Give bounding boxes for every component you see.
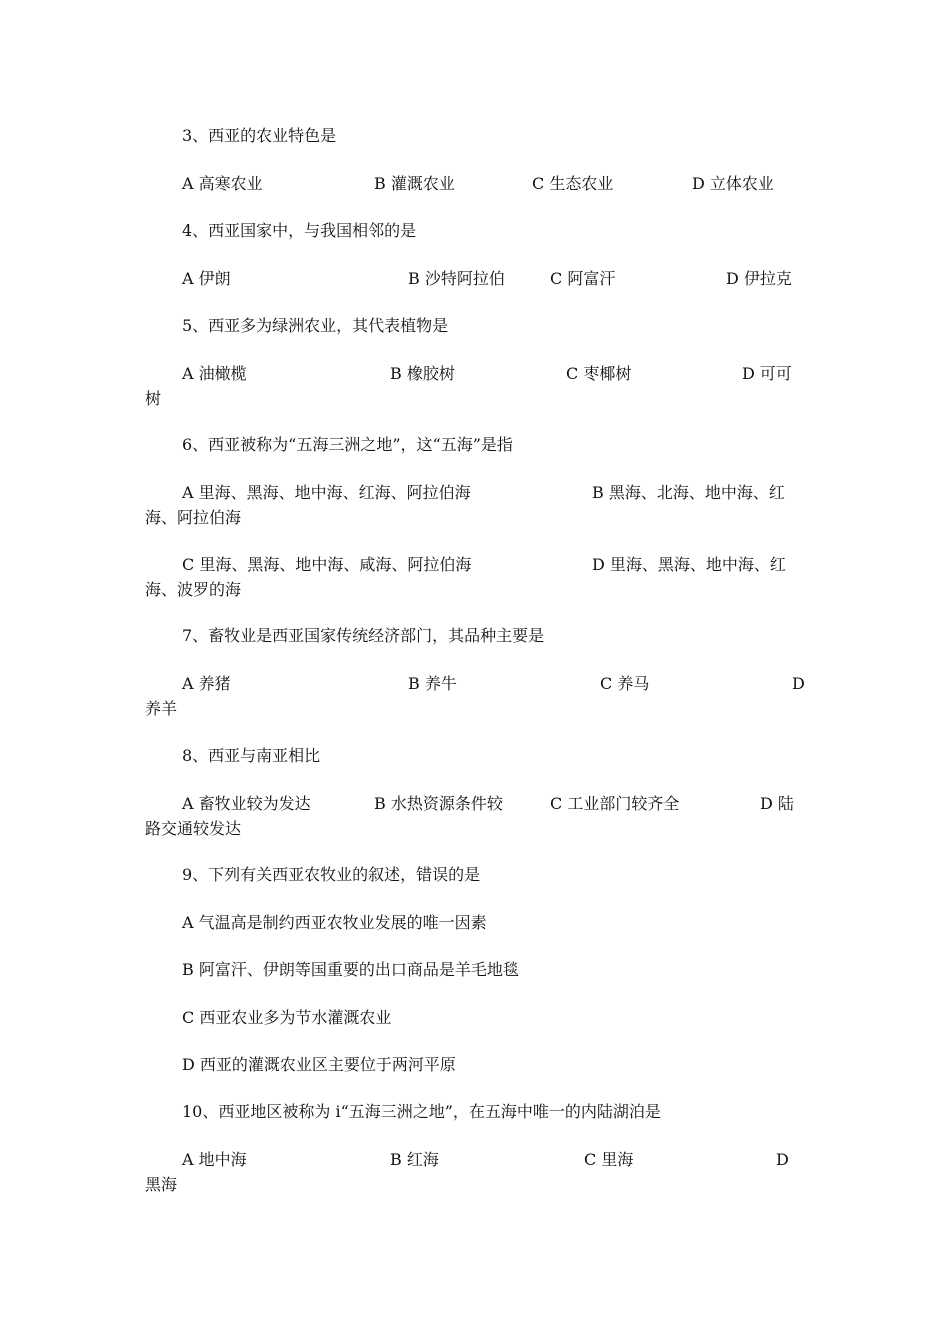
question-7-stem: 7、畜牧业是西亚国家传统经济部门，其品种主要是 bbox=[182, 626, 545, 645]
question-5-option-wrap: 树 bbox=[145, 389, 162, 408]
question-10-option-c: C 里海 bbox=[584, 1150, 634, 1169]
question-5-option-b: B 橡胶树 bbox=[390, 364, 455, 383]
question-9-option-a: A 气温高是制约西亚农牧业发展的唯一因素 bbox=[182, 913, 487, 932]
question-6-option-b-wrap: 海、阿拉伯海 bbox=[145, 508, 242, 527]
question-6-option-c: C 里海、黑海、地中海、咸海、阿拉伯海 bbox=[182, 555, 472, 574]
question-9-option-d: D 西亚的灌溉农业区主要位于两河平原 bbox=[182, 1055, 456, 1074]
question-9-option-b: B 阿富汗、伊朗等国重要的出口商品是羊毛地毯 bbox=[182, 960, 519, 979]
question-3-stem: 3、西亚的农业特色是 bbox=[182, 126, 337, 145]
question-5-option-a: A 油橄榄 bbox=[182, 364, 247, 383]
question-10-stem: 10、西亚地区被称为 i“五海三洲之地”，在五海中唯一的内陆湖泊是 bbox=[182, 1102, 661, 1121]
question-8-option-a: A 畜牧业较为发达 bbox=[182, 794, 311, 813]
question-10-option-b: B 红海 bbox=[390, 1150, 439, 1169]
question-6-option-d: D 里海、黑海、地中海、红 bbox=[592, 555, 786, 574]
question-8-option-wrap: 路交通较发达 bbox=[145, 819, 242, 838]
question-8-option-b: B 水热资源条件较 bbox=[374, 794, 503, 813]
question-7-option-a: A 养猪 bbox=[182, 674, 231, 693]
question-6-stem: 6、西亚被称为“五海三洲之地”，这“五海”是指 bbox=[182, 435, 513, 454]
question-4-option-d: D 伊拉克 bbox=[726, 269, 792, 288]
question-10-option-a: A 地中海 bbox=[182, 1150, 247, 1169]
question-7-option-d: D bbox=[792, 674, 805, 693]
question-6-option-d-wrap: 海、波罗的海 bbox=[145, 580, 242, 599]
question-5-option-c: C 枣椰树 bbox=[566, 364, 632, 383]
question-5-option-d: D 可可 bbox=[742, 364, 792, 383]
question-4-stem: 4、西亚国家中，与我国相邻的是 bbox=[182, 221, 417, 240]
question-3-option-d: D 立体农业 bbox=[692, 174, 774, 193]
question-7-option-wrap: 养羊 bbox=[145, 699, 178, 718]
question-3-option-c: C 生态农业 bbox=[532, 174, 614, 193]
question-8-option-c: C 工业部门较齐全 bbox=[550, 794, 680, 813]
question-6-option-a: A 里海、黑海、地中海、红海、阿拉伯海 bbox=[182, 483, 471, 502]
question-10-option-d: D bbox=[776, 1150, 789, 1169]
question-8-stem: 8、西亚与南亚相比 bbox=[182, 746, 321, 765]
question-7-option-c: C 养马 bbox=[600, 674, 650, 693]
question-4-option-a: A 伊朗 bbox=[182, 269, 231, 288]
question-10-option-wrap: 黑海 bbox=[145, 1175, 178, 1194]
question-4-option-b: B 沙特阿拉伯 bbox=[408, 269, 505, 288]
question-6-option-b: B 黑海、北海、地中海、红 bbox=[592, 483, 785, 502]
question-8-option-d: D 陆 bbox=[760, 794, 794, 813]
question-9-option-c: C 西亚农业多为节水灌溉农业 bbox=[182, 1008, 392, 1027]
question-9-stem: 9、下列有关西亚农牧业的叙述，错误的是 bbox=[182, 865, 481, 884]
question-7-option-b: B 养牛 bbox=[408, 674, 457, 693]
question-3-option-a: A 高寒农业 bbox=[182, 174, 263, 193]
question-5-stem: 5、西亚多为绿洲农业，其代表植物是 bbox=[182, 316, 449, 335]
question-3-option-b: B 灌溉农业 bbox=[374, 174, 455, 193]
question-4-option-c: C 阿富汗 bbox=[550, 269, 616, 288]
